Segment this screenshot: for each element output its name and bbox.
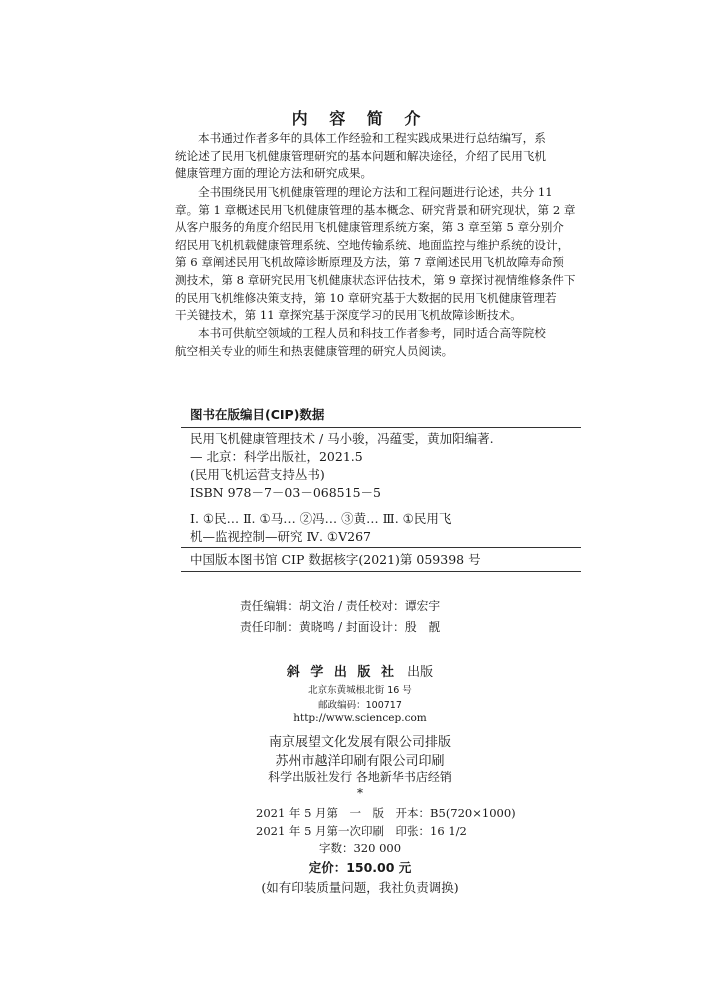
cip-line: 民用飞机健康管理技术 / 马小骏，冯蕴雯，黄加阳编著. [190,431,494,446]
paragraph-line: 健康管理方面的理论方法和研究成果。 [175,166,373,181]
paragraph-line: 本书可供航空领域的工程人员和科技工作者参考，同时适合高等院校 [198,326,546,340]
paragraph-line: 第 6 章阐述民用飞机故障诊断原理及方法，第 7 章阐述民用飞机故障寿命预 [175,255,564,270]
paragraph-line: 航空相关专业的师生和热衷健康管理的研究人员阅读。 [175,343,454,358]
separator-star: * [357,786,363,800]
publisher-url: http://www.sciencep.com [293,712,427,724]
publisher-suffix: 出版 [407,665,434,680]
distribution: 科学出版社发行 各地新华书店经销 [268,770,452,784]
paragraph-line: 的民用飞机维修决策支持，第 10 章研究基于大数据的民用飞机健康管理若 [175,290,557,305]
typesetter: 南京展望文化发展有限公司排版 [268,735,451,750]
edition-line: 2021 年 5 月第 一 版 开本：B5(720×1000) [256,806,516,820]
paragraph-line: 测技术，第 8 章研究民用飞机健康状态评估技术，第 9 章探讨视情维修条件下 [175,272,576,287]
publisher-name: 斜 学 出 版 社 [286,665,397,680]
credits-line: 责任编辑：胡文治 / 责任校对：谭宏宇 [240,599,441,613]
summary-paragraph-3 [175,325,583,360]
word-count: 字数：320 000 [318,841,402,855]
quality-notice: (如有印装质量问题，我社负责调换) [261,880,459,895]
paragraph-line: 绍民用飞机机载健康管理系统、空地传输系统、地面监控与维护系统的设计， [175,237,570,252]
paragraph-line: 本书通过作者多年的具体工作经验和工程实践成果进行总结编写，系 [198,131,546,145]
publisher-line [0,661,720,680]
paragraph-line: 章。第 1 章概述民用飞机健康管理的基本概念、研究背景和研究现状，第 2 章 [175,202,576,217]
paragraph-line: 全书围绕民用飞机健康管理的理论方法和工程问题进行论述，共分 11 [198,185,553,199]
summary-title: 内 容 简 介 [291,109,429,128]
cip-classification: 机—监视控制—研究 Ⅳ. ①V267 [190,529,372,544]
cip-record: 中国版本图书馆 CIP 数据核字(2021)第 059398 号 [190,552,481,567]
cip-classification: Ⅰ. ①民… Ⅱ. ①马… ②冯… ③黄… Ⅲ. ①民用飞 [190,511,452,526]
paragraph-line: 统论述了民用飞机健康管理研究的基本问题和解决途径，介绍了民用飞机 [175,148,547,163]
summary-paragraph-2 [175,184,583,325]
cip-line: — 北京：科学出版社，2021.5 [190,449,363,464]
paragraph-line: 干关键技术，第 11 章探究基于深度学习的民用飞机故障诊断技术。 [175,308,522,323]
cip-line: (民用飞机运营支持丛书) [190,467,325,482]
paragraph-line: 从客户服务的角度介绍民用飞机健康管理系统方案，第 3 章至第 5 章分别介 [175,220,564,235]
cip-title: 图书在版编目(CIP)数据 [190,407,325,422]
publisher-address: 北京东黄城根北街 16 号 [308,685,412,696]
editorial-credits [240,596,440,638]
credits-line: 责任印制：黄晓鸣 / 封面设计：殷 靓 [240,620,441,634]
printing-line: 2021 年 5 月第一次印刷 印张：16 1/2 [256,824,467,838]
cip-top-rule [181,427,581,428]
price: 定价：150.00 元 [308,860,412,875]
cip-middle-rule [181,547,581,548]
cip-block [181,405,581,575]
printer: 苏州市越洋印刷有限公司印刷 [275,754,445,769]
summary-paragraph-1 [175,130,583,183]
cip-line: ISBN 978－7－03－068515－5 [190,485,381,500]
cip-bottom-rule [181,571,581,572]
publisher-postcode: 邮政编码：100717 [318,700,402,711]
